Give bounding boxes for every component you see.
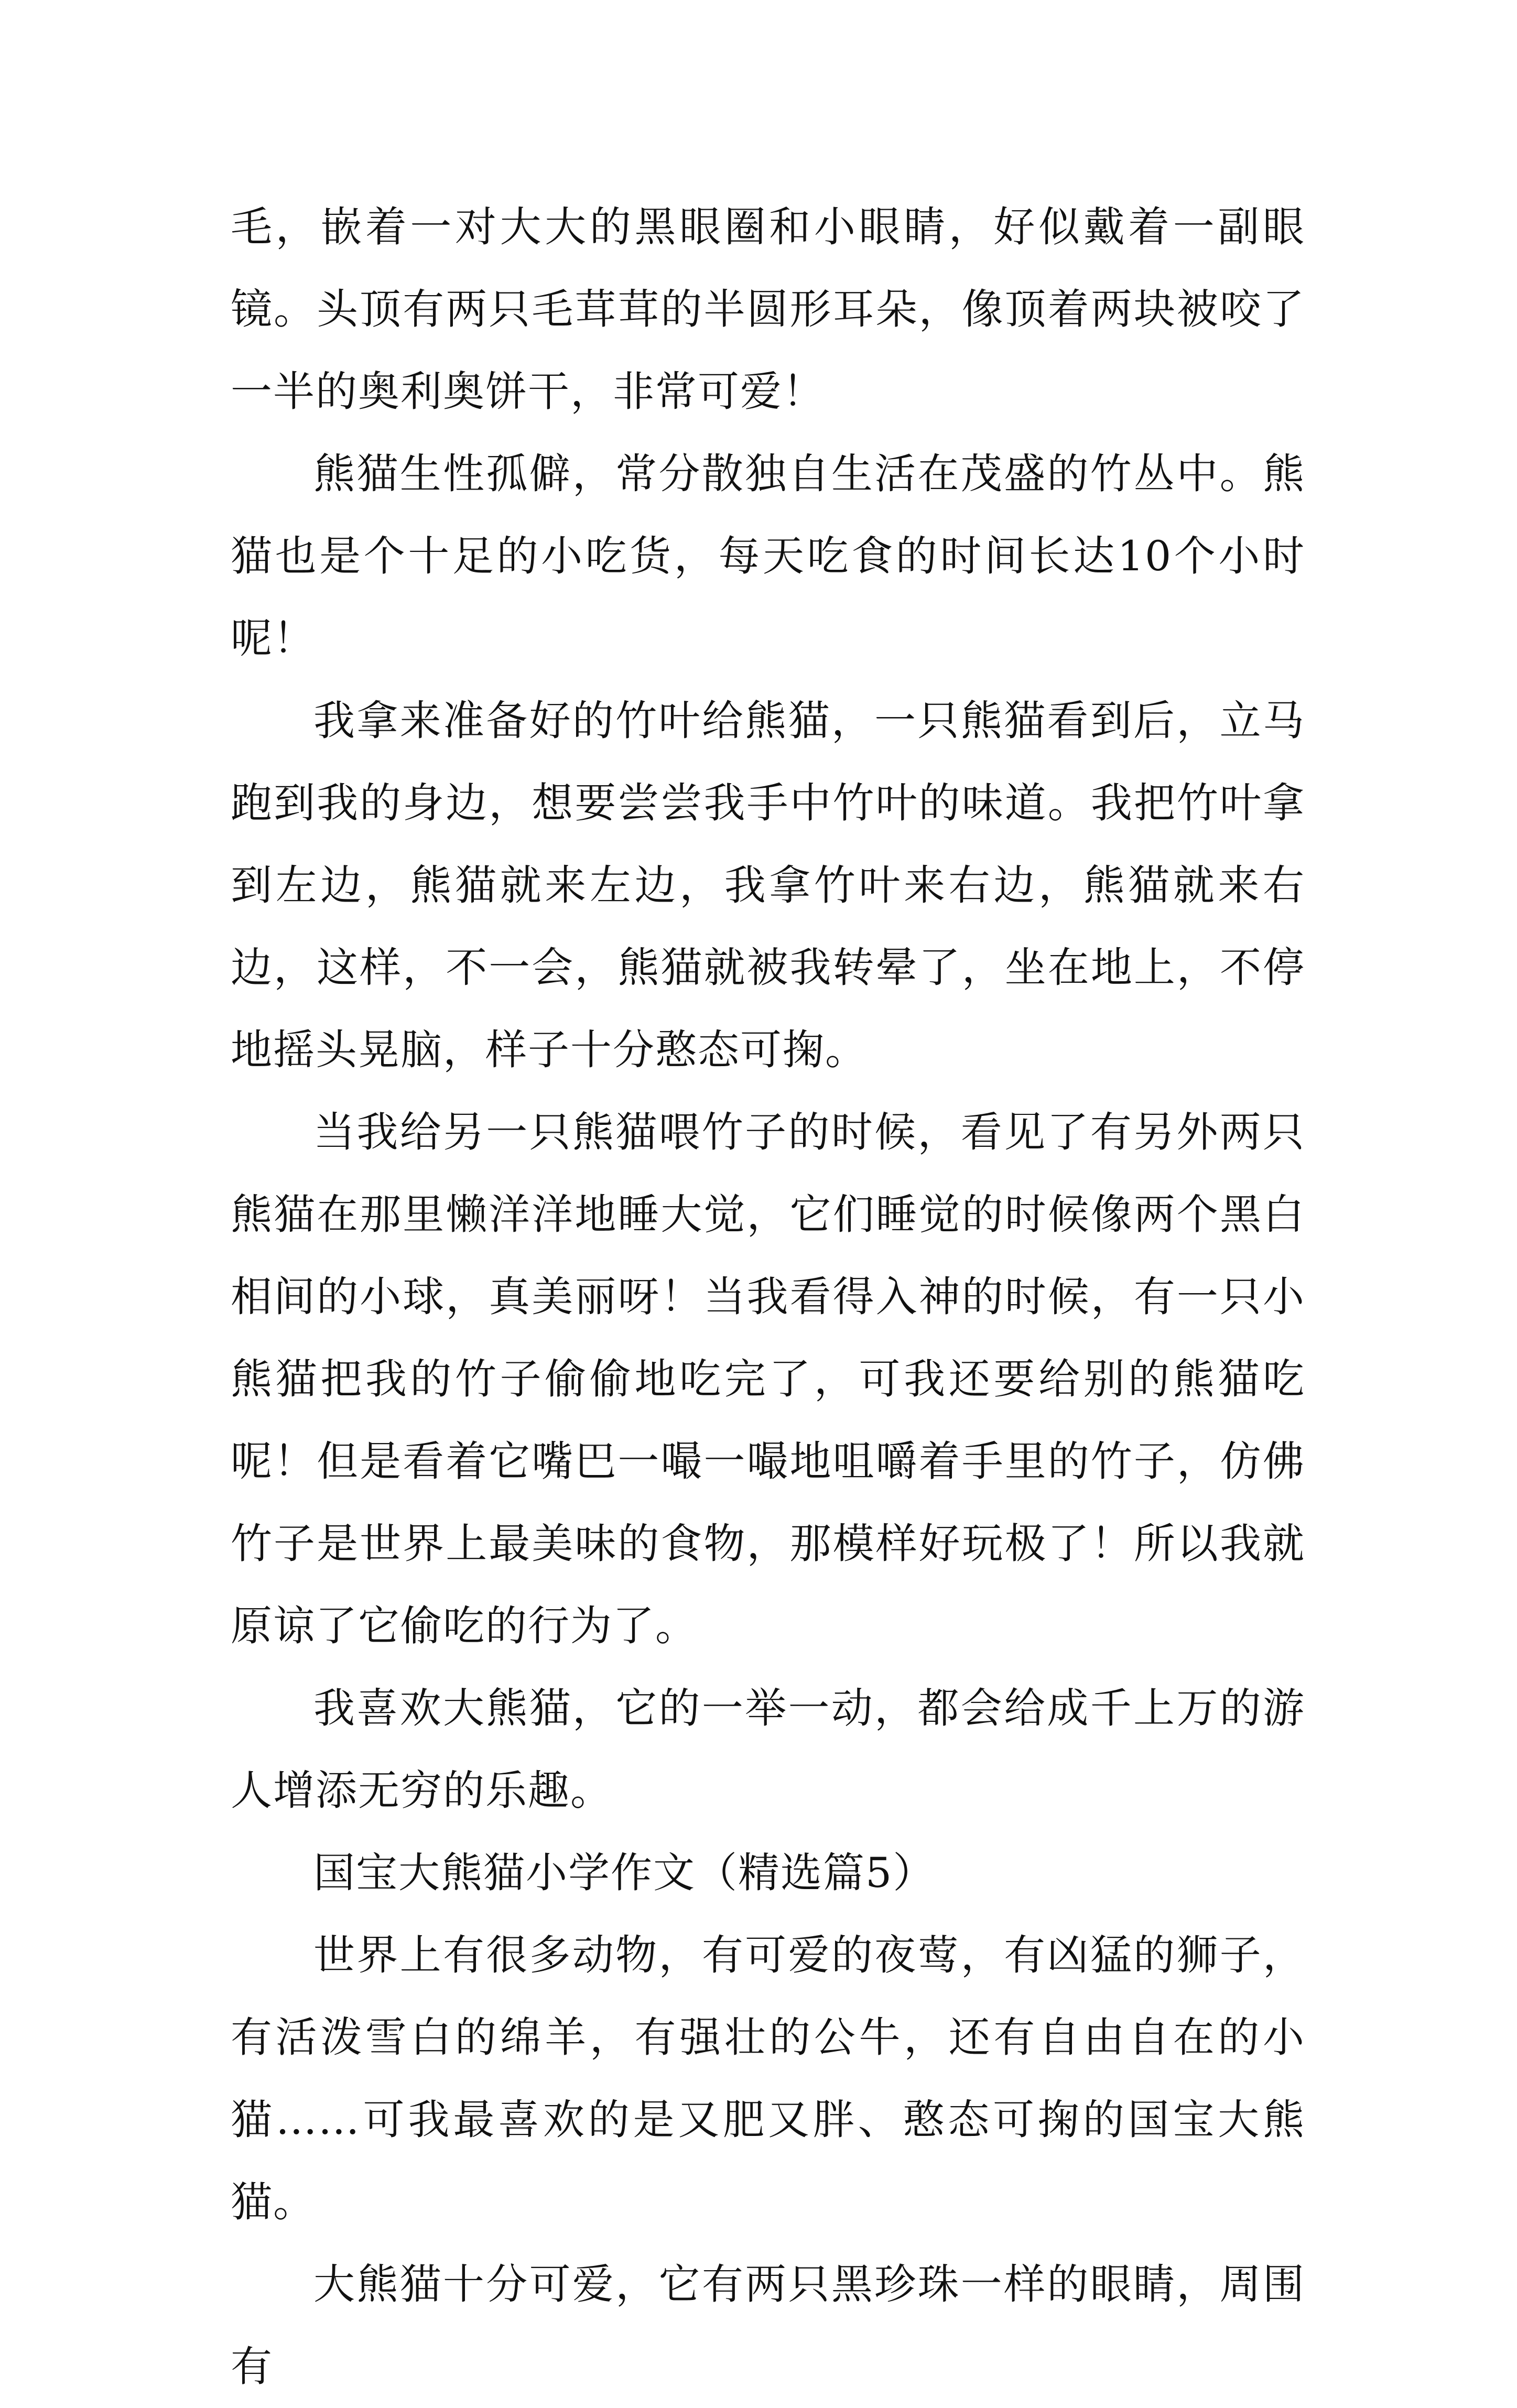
paragraph-feeding-bamboo-leaves: 我拿来准备好的竹叶给熊猫，一只熊猫看到后，立马跑到我的身边，想要尝尝我手中竹叶的味道。我把竹叶拿到左边，熊猫就来左边，我拿竹叶来右边，熊猫就来右边，这样，不一会，熊猫就被我转晕了，坐在地上，不停地摇头晃脑，样子十分憨态可掬。 — [231, 697, 1305, 1074]
paragraph-conclusion: 我喜欢大熊猫，它的一举一动，都会给成千上万的游人增添无穷的乐趣。 — [231, 1684, 1305, 1815]
document-body — [231, 186, 1305, 2408]
section-heading: 国宝大熊猫小学作文（精选篇5） — [313, 1849, 936, 1897]
paragraph-animals-intro: 世界上有很多动物，有可爱的夜莺，有凶猛的狮子，有活泼雪白的绵羊，有强壮的公牛，还有自由自在的小猫……可我最喜欢的是又肥又胖、憨态可掬的国宝大熊猫。 — [231, 1931, 1305, 2226]
paragraph-panda-habits: 熊猫生性孤僻，常分散独自生活在茂盛的竹丛中。熊猫也是个十足的小吃货，每天吃食的时间长达10个小时呢！ — [231, 450, 1305, 663]
paragraph-continuation: 毛，嵌着一对大大的黑眼圈和小眼睛，好似戴着一副眼镜。头顶有两只毛茸茸的半圆形耳朵，像顶着两块被咬了一半的奥利奥饼干，非常可爱！ — [231, 203, 1305, 416]
paragraph-sleeping-pandas: 当我给另一只熊猫喂竹子的时候，看见了有另外两只熊猫在那里懒洋洋地睡大觉，它们睡觉的时候像两个黑白相间的小球，真美丽呀！当我看得入神的时候，有一只小熊猫把我的竹子偷偷地吃完了，可我还要给别的熊猫吃呢！但是看着它嘴巴一嘬一嘬地咀嚼着手里的竹子，仿佛竹子是世界上最美味的食物，那模样好玩极了！所以我就原谅了它偷吃的行为了。 — [231, 1108, 1305, 1650]
paragraph-panda-description: 大熊猫十分可爱，它有两只黑珍珠一样的眼睛，周围有 — [231, 2260, 1305, 2391]
